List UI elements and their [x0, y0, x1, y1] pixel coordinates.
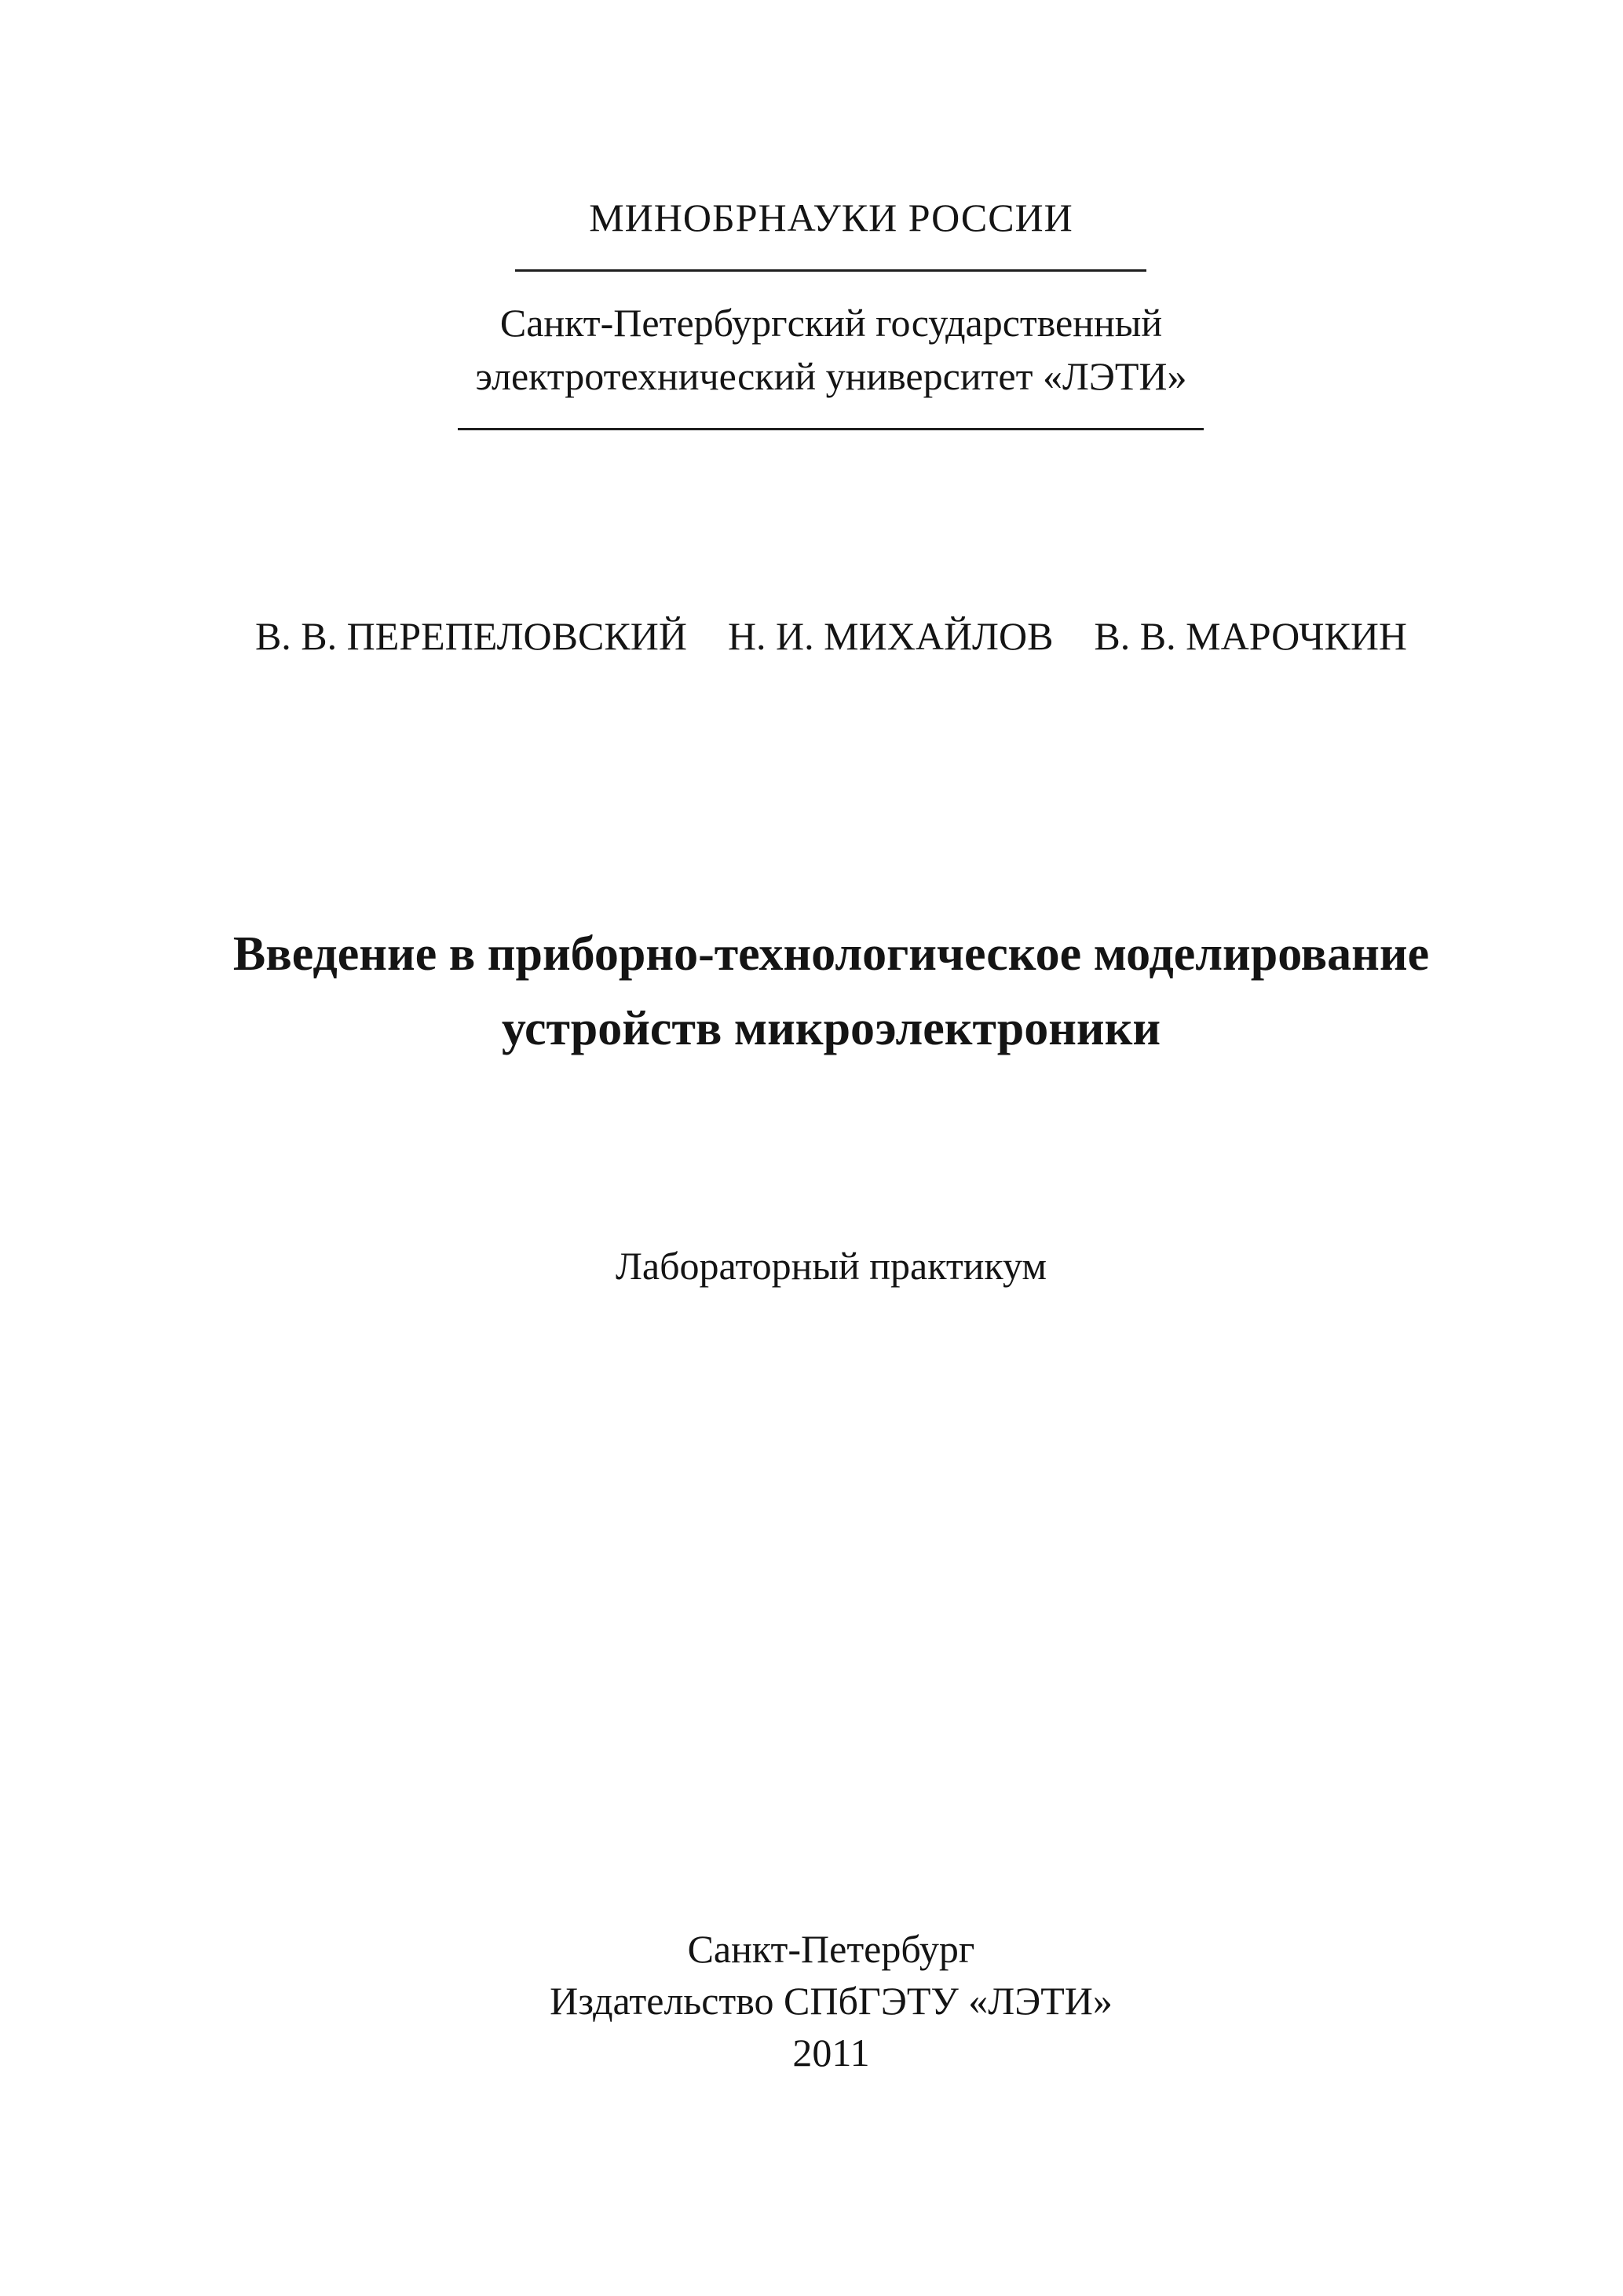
book-title	[39, 917, 1623, 1066]
imprint-city: Санкт-Петербург	[687, 1927, 975, 1971]
subtitle: Лабораторный практикум	[616, 1244, 1047, 1288]
university-name-line2: электротехнический университет «ЛЭТИ»	[475, 354, 1187, 398]
ministry-header: МИНОБРНАУКИ РОССИИ	[589, 196, 1073, 239]
author-2: Н. И. МИХАЙЛОВ	[727, 614, 1054, 658]
book-title-line2: устройств микроэлектроники	[501, 1002, 1161, 1055]
author-1: В. В. ПЕРЕПЕЛОВСКИЙ	[254, 614, 687, 658]
divider-line-top	[515, 269, 1146, 272]
divider-line-bottom	[458, 428, 1204, 430]
university-name	[39, 296, 1623, 403]
university-name-line1: Санкт-Петербургский государственный	[499, 301, 1163, 345]
author-3: В. В. МАРОЧКИН	[1094, 614, 1408, 658]
imprint-year: 2011	[792, 2031, 870, 2075]
imprint-publisher: Издательство СПбГЭТУ «ЛЭТИ»	[550, 1979, 1113, 2023]
imprint-block	[39, 1923, 1623, 2078]
authors-line	[39, 609, 1623, 663]
book-title-line1: Введение в приборно-технологическое моделирование	[232, 927, 1430, 981]
